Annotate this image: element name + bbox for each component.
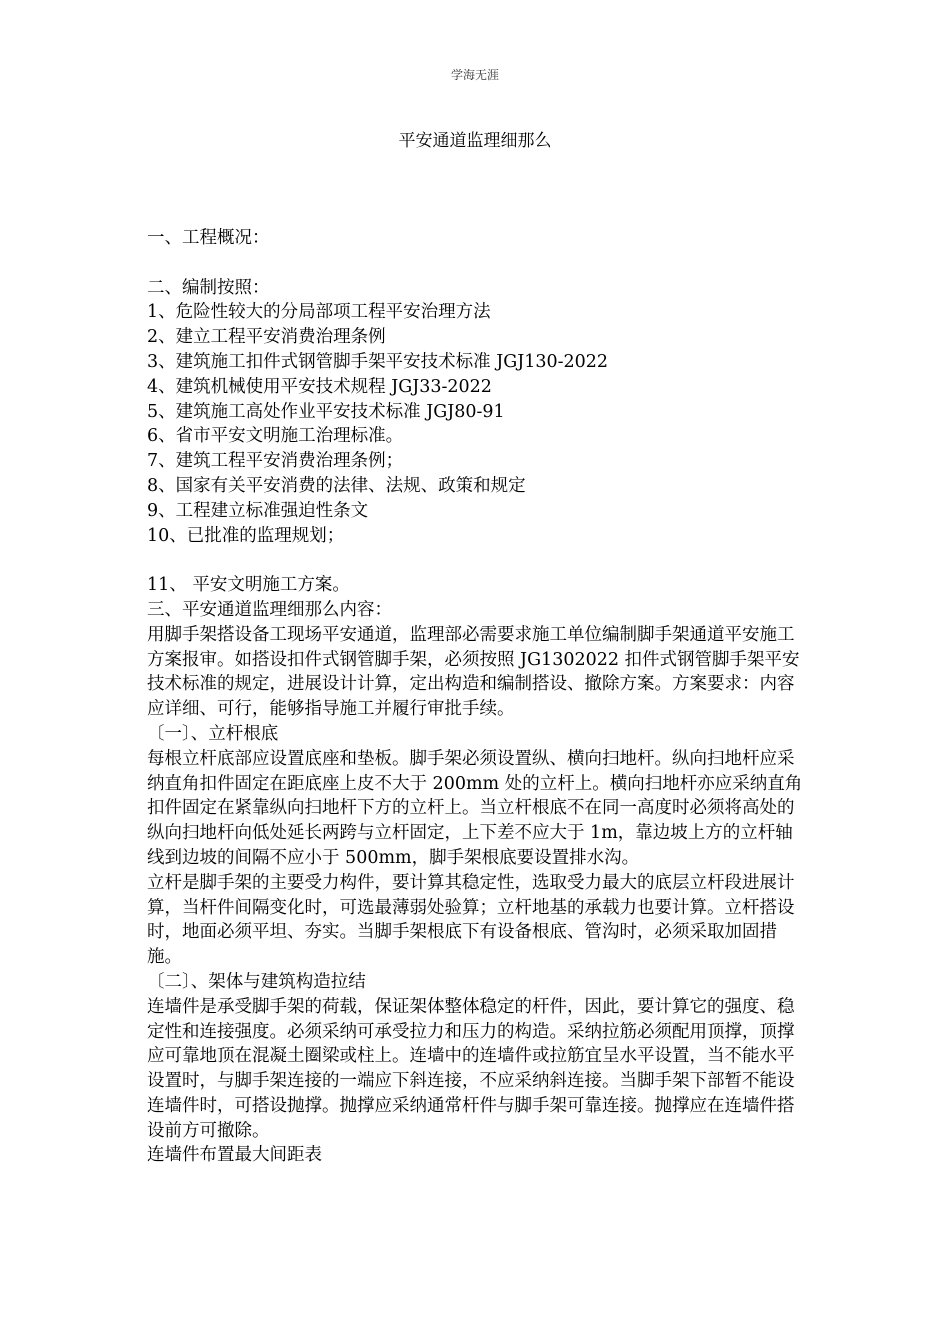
basis-item-4: 4、建筑机械使用平安技术规程 JGJ33-2022 [147,376,492,397]
section-3-heading: 三、平安通道监理细那么内容： [147,599,392,620]
basis-item-6: 6、省市平安文明施工治理标准。 [147,426,404,447]
blank-line [147,548,807,573]
subsection-1-heading: 〔一〕、立杆根底 [147,723,279,744]
subsection-2-heading: 〔二〕、架体与建筑构造拉结 [147,971,366,992]
basis-item-3: 3、建筑施工扣件式钢管脚手架平安技术标准 JGJ130-2022 [147,351,609,372]
intro-paragraph: 用脚手架搭设备工现场平安通道，监理部必需要求施工单位编制脚手架通道平安施工方案报审。如搭设扣件式钢管脚手架，必须按照 JG1302022 扣件式钢管脚手架平安技术标准的规定，进展设计计算，定出构造和编制搭设、撤除方案。方案要求：内容应详细、可行，能够指导施工并履行审批手续。 [147,624,800,720]
section-1-heading: 一、工程概况： [147,228,270,248]
subsection-2-paragraph-1: 连墙件是承受脚手架的荷载，保证架体整体稳定的杆件，因此，要计算它的强度、稳定性和连接强度。必须采纳可承受拉力和压力的构造。采纳拉筋必须配用顶撑，顶撑应可靠地顶在混凝土圈梁或柱上。连墙中的连墙件或拉筋宜呈水平设置，当不能水平设置时，与脚手架连接的一端应下斜连接，不应采纳斜连接。当脚手架下部暂不能设连墙件时，可搭设抛撑。抛撑应采纳通常杆件与脚手架可靠连接。抛撑应在连墙件搭设前方可撤除。 [147,996,795,1141]
basis-item-1: 1、危险性较大的分局部项工程平安治理方法 [147,302,491,323]
page-header: 学海无涯 [450,68,499,82]
document-body [147,226,807,1168]
basis-item-10: 10、已批准的监理规划； [147,525,345,546]
section-2-heading: 二、编制按照： [147,277,270,298]
table-caption: 连墙件布置最大间距表 [147,1145,322,1166]
basis-item-11: 11、 平安文明施工方案。 [147,575,350,596]
basis-item-2: 2、建立工程平安消费治理条例 [147,327,386,348]
blank-line [147,251,807,276]
basis-item-9: 9、工程建立标准强迫性条文 [147,500,369,521]
document-title: 平安通道监理细那么 [398,131,552,151]
subsection-1-paragraph-2: 立杆是脚手架的主要受力构件，要计算其稳定性，选取受力最大的底层立杆段进展计算，当杆件间隔变化时，可选最薄弱处验算；立杆地基的承载力也要计算。立杆搭设时，地面必须平坦、夯实。当脚手架根底下有设备根底、管沟时，必须采取加固措施。 [147,872,795,968]
subsection-1-paragraph-1: 每根立杆底部应设置底座和垫板。脚手架必须设置纵、横向扫地杆。纵向扫地杆应采纳直角扣件固定在距底座上皮不大于 200mm 处的立杆上。横向扫地杆亦应采纳直角扣件固定在紧靠纵向扫地杆下方的立杆上。当立杆根底不在同一高度时必须将高处的纵向扫地杆向低处延长两跨与立杆固定，上下差不应大于 1m，靠边坡上方的立杆轴线到边坡的间隔不应小于 500mm，脚手架根底要设置排水沟。 [147,748,803,868]
basis-item-5: 5、建筑施工高处作业平安技术标准 JGJ80-91 [147,401,505,422]
basis-item-8: 8、国家有关平安消费的法律、法规、政策和规定 [147,475,526,496]
basis-item-7: 7、建筑工程平安消费治理条例； [147,451,404,472]
